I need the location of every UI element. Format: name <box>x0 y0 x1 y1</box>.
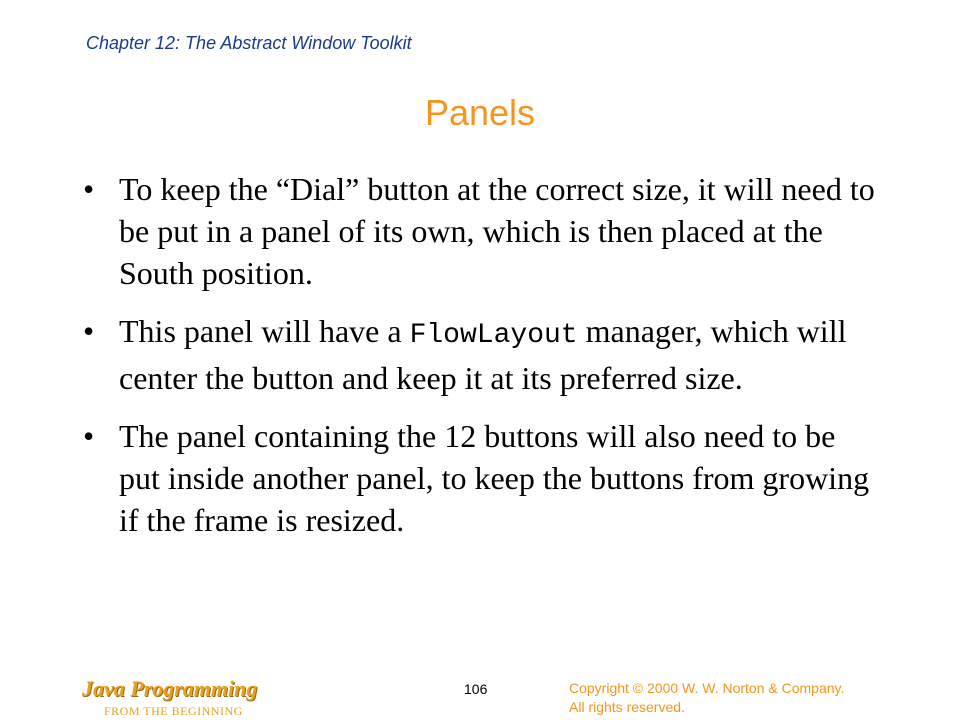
slide-title: Panels <box>424 92 536 133</box>
bullet-text: The panel containing the 12 buttons will also need to be put inside another panel, to keep the buttons from growing if the frame is resized. <box>119 418 870 538</box>
copyright-line: Copyright © 2000 W. W. Norton & Company. <box>569 680 845 696</box>
bullet-marker: • <box>83 171 95 207</box>
bullet-marker: • <box>83 418 95 454</box>
code-flowlayout: FlowLayout <box>409 320 578 351</box>
book-subtitle: FROM THE BEGINNING <box>104 704 243 718</box>
bullet-item <box>83 310 883 399</box>
bullet-text: To keep the “Dial” button at the correct size, it will need to be put in a panel of its own, which is then placed at the South position. <box>119 171 875 291</box>
bullet-item <box>83 415 883 541</box>
copyright-notice <box>569 679 844 717</box>
bullet-item <box>83 168 883 294</box>
bullet-text-after: manager, which will center the button and keep it at its preferred size. <box>119 313 847 396</box>
bullet-list <box>83 168 883 557</box>
page-number: 106 <box>464 681 488 697</box>
bullet-text-before: This panel will have a <box>119 313 410 349</box>
rights-line: All rights reserved. <box>569 699 685 715</box>
bullet-marker: • <box>83 313 95 349</box>
chapter-heading: Chapter 12: The Abstract Window Toolkit <box>86 33 412 53</box>
book-title-logo: Java Programming <box>82 676 258 701</box>
